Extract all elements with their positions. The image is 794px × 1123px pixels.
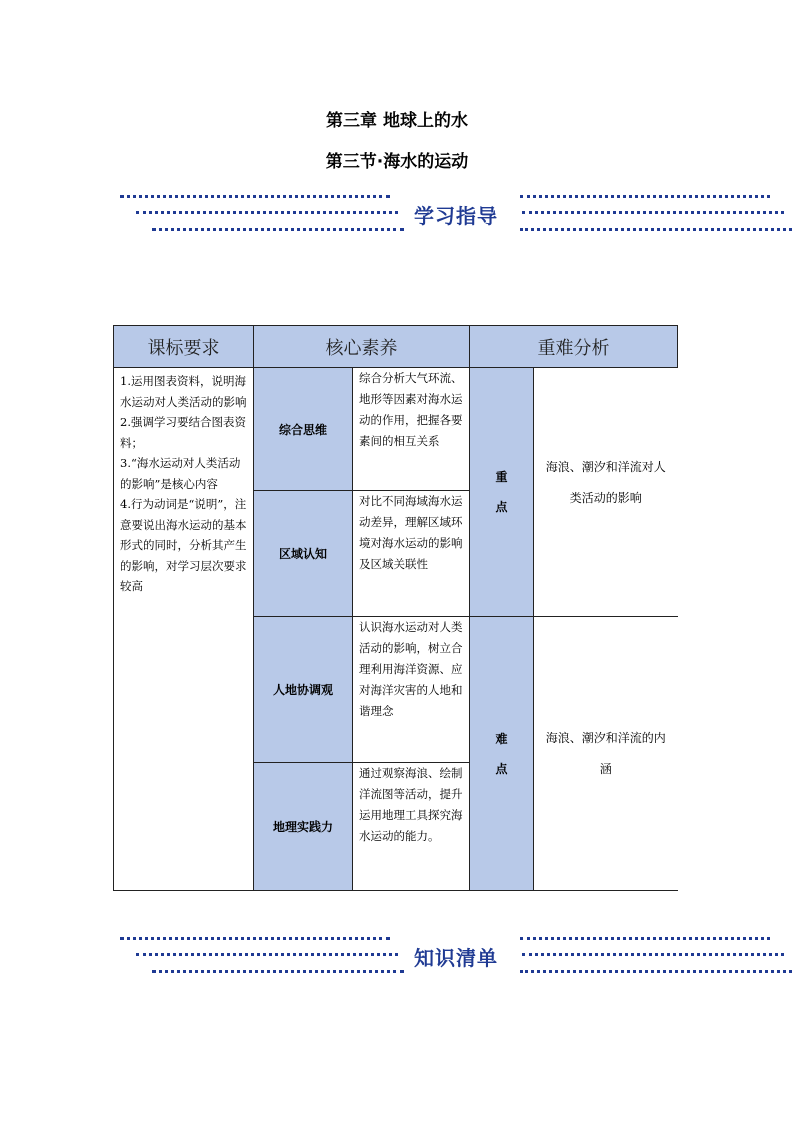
difficult-point-content: 海浪、潮汐和洋流的内涵 bbox=[534, 617, 678, 891]
key-point-content: 海浪、潮汐和洋流对人类活动的影响 bbox=[534, 368, 678, 617]
header-requirements: 课标要求 bbox=[114, 326, 254, 368]
literacy-desc: 综合分析大气环流、地形等因素对海水运动的作用，把握各要素间的相互关系 bbox=[353, 368, 470, 491]
key-point-label: 重 点 bbox=[470, 368, 534, 617]
dotted-line bbox=[120, 195, 390, 198]
dotted-line bbox=[120, 937, 390, 940]
literacy-name: 人地协调观 bbox=[254, 617, 353, 763]
dotted-line bbox=[522, 211, 784, 214]
dotted-line bbox=[520, 195, 770, 198]
literacy-desc: 对比不同海域海水运动差异，理解区域环境对海水运动的影响及区域关联性 bbox=[353, 491, 470, 617]
dotted-line bbox=[152, 228, 404, 231]
dotted-line bbox=[520, 970, 792, 973]
literacy-name: 区域认知 bbox=[254, 491, 353, 617]
dotted-line bbox=[152, 970, 404, 973]
header-literacy: 核心素养 bbox=[254, 326, 470, 368]
dotted-line bbox=[136, 211, 398, 214]
curriculum-table bbox=[113, 325, 678, 891]
literacy-name: 地理实践力 bbox=[254, 763, 353, 891]
banner-title: 知识清单 bbox=[414, 946, 498, 970]
dotted-line bbox=[520, 937, 770, 940]
requirements-cell: 1.运用图表资料，说明海水运动对人类活动的影响 2.强调学习要结合图表资料； 3.“海水运动对人类活动的影响”是核心内容 4.行为动词是“说明”，注意要说出海水运动的基本形式的同时，分析其产生的影响，对学习层次要求较高 bbox=[114, 368, 254, 891]
dotted-line bbox=[136, 953, 398, 956]
dotted-line bbox=[522, 953, 784, 956]
dotted-line bbox=[520, 228, 792, 231]
literacy-name: 综合思维 bbox=[254, 368, 353, 491]
banner-title: 学习指导 bbox=[414, 204, 498, 228]
literacy-desc: 认识海水运动对人类活动的影响，树立合理利用海洋资源、应对海洋灾害的人地和谐理念 bbox=[353, 617, 470, 763]
difficult-point-label: 难 点 bbox=[470, 617, 534, 891]
section-title: 第三节·海水的运动 bbox=[325, 152, 469, 172]
literacy-desc: 通过观察海浪、绘制洋流图等活动，提升运用地理工具探究海水运动的能力。 bbox=[353, 763, 470, 891]
header-analysis: 重难分析 bbox=[470, 326, 678, 368]
chapter-title: 第三章 地球上的水 bbox=[326, 111, 468, 131]
